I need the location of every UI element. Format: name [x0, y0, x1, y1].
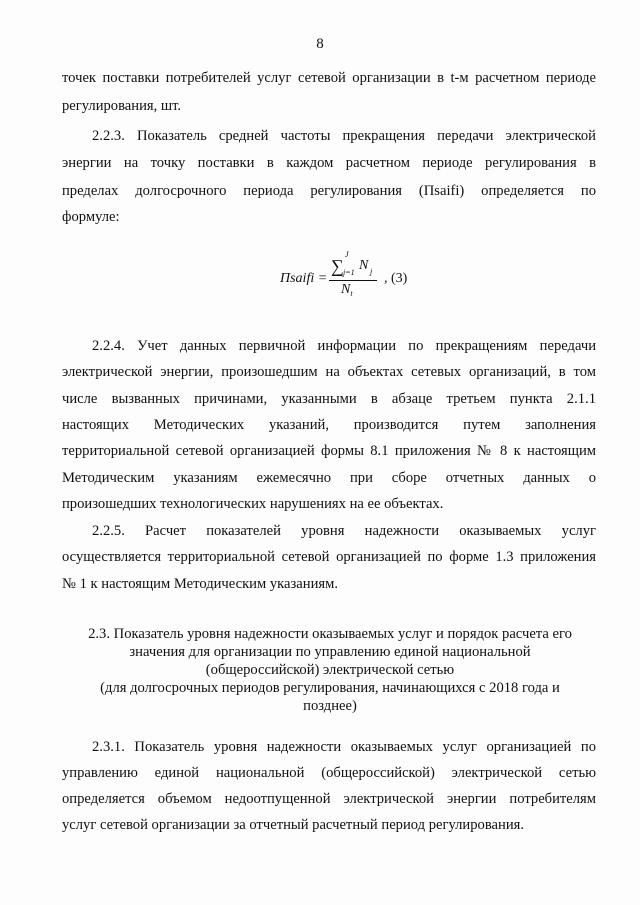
text-line: точек поставки потребителей услуг сетевой организации в t-м расчетном периоде	[62, 70, 596, 86]
text-line: территориальной сетевой организацией формы 8.1 приложения № 8 к настоящим	[62, 443, 596, 459]
text-line: 2.3.1. Показатель уровня надежности оказываемых услуг организацией по	[92, 739, 596, 755]
text-line: управлению единой национальной (общероссийской) электрической сетью	[62, 765, 596, 781]
text-line: регулирования, шт.	[62, 98, 182, 114]
text-line: определяется объемом недоотпущенной электрической энергии потребителям	[62, 791, 596, 807]
text-line: № 1 к настоящим Методическим указаниям.	[62, 576, 338, 592]
text-line: числе вызванных причинами, указанными в абзаце третьем пункта 2.1.1	[62, 391, 596, 407]
section-heading: (общероссийской) электрической сетью	[205, 662, 455, 678]
numerator-variable: N	[359, 258, 369, 273]
formula-numerator	[329, 250, 379, 278]
sum-lower-limit: j=1	[343, 268, 355, 277]
text-line: 2.2.3. Показатель средней частоты прекращения передачи электрической	[92, 128, 596, 144]
formula-denominator	[341, 282, 353, 298]
text-line: осуществляется территориальной сетевой организацией по форме 1.3 приложения	[62, 549, 596, 565]
text-line: электрической энергии, произошедшим на объектах сетевых организаций, в том	[62, 364, 596, 380]
formula-lhs: Пsaifi =	[280, 271, 328, 286]
denominator-variable: N	[341, 282, 351, 297]
text-line: настоящих Методических указаний, производится путем заполнения	[62, 417, 596, 433]
denominator-subscript: t	[350, 289, 353, 298]
text-line: пределах долгосрочного периода регулирования (Пsaifi) определяется по	[62, 183, 596, 199]
text-line: энергии на точку поставки в каждом расчетном периоде регулирования в	[62, 155, 596, 171]
section-heading: 2.3. Показатель уровня надежности оказываемых услуг и порядок расчета его	[88, 626, 572, 642]
numerator-subscript: j	[370, 267, 373, 276]
sum-upper-limit: J	[345, 250, 349, 259]
text-line: 2.2.4. Учет данных первичной информации по прекращениям передачи	[92, 338, 596, 354]
page-number: 8	[316, 36, 324, 52]
formula-3	[280, 250, 460, 304]
text-line: Методическим указаниям ежемесячно при сборе отчетных данных о	[62, 470, 596, 486]
text-line: услуг сетевой организации за отчетный расчетный период регулирования.	[62, 817, 524, 833]
sum-symbol: ∑	[331, 256, 344, 276]
section-heading: значения для организации по управлению единой национальной	[129, 644, 531, 660]
fraction-bar	[329, 280, 377, 281]
section-heading: позднее)	[303, 698, 357, 714]
formula-number: , (3)	[384, 271, 408, 286]
text-line: произошедших технологических нарушениях на ее объектах.	[62, 496, 444, 512]
text-line: 2.2.5. Расчет показателей уровня надежности оказываемых услуг	[92, 523, 596, 539]
text-line: формуле:	[62, 209, 120, 225]
section-heading: (для долгосрочных периодов регулирования, начинающихся с 2018 года и	[100, 680, 560, 696]
